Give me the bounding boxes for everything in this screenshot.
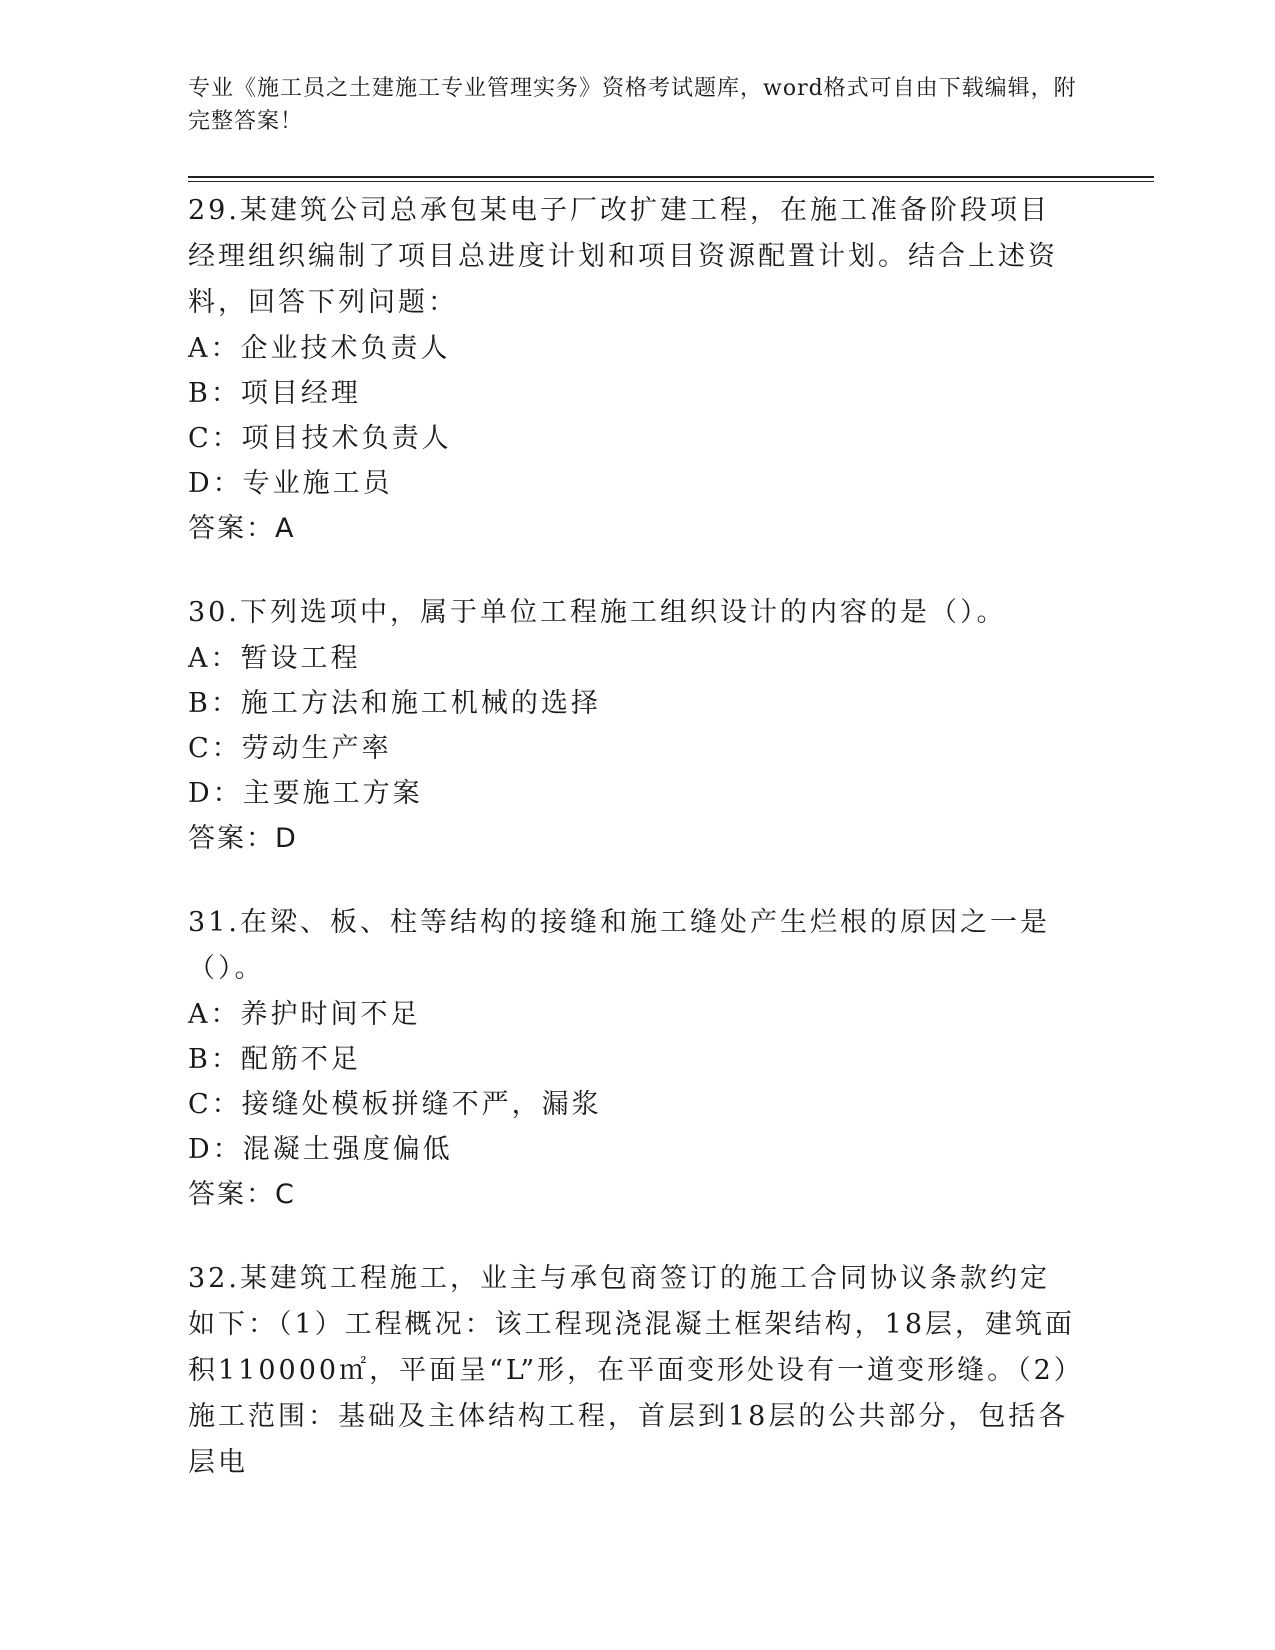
option-a: A：企业技术负责人	[188, 333, 451, 364]
option-b: B：配筋不足	[188, 1044, 361, 1075]
question-31	[188, 900, 1078, 1218]
option-c: C：劳动生产率	[188, 733, 392, 764]
question-text: 30.下列选项中，属于单位工程施工组织设计的内容的是（）。	[188, 597, 1007, 628]
option-c: C：项目技术负责人	[188, 423, 452, 454]
header-divider-thick	[188, 176, 1154, 178]
document-header: 专业《施工员之土建施工专业管理实务》资格考试题库，word格式可自由下载编辑，附完整答案！	[188, 76, 1077, 134]
option-c: C：接缝处模板拼缝不严，漏浆	[188, 1089, 602, 1120]
answer-line: 答案：D	[188, 823, 298, 854]
header-divider-thin	[188, 181, 1154, 182]
question-list	[188, 188, 1078, 1524]
answer-line: 答案：C	[188, 1179, 296, 1210]
option-a: A：养护时间不足	[188, 999, 421, 1030]
option-b: B：项目经理	[188, 378, 361, 409]
option-b: B：施工方法和施工机械的选择	[188, 688, 601, 719]
option-a: A：暂设工程	[188, 643, 361, 674]
question-text: 29.某建筑公司总承包某电子厂改扩建工程，在施工准备阶段项目经理组织编制了项目总进度计划和项目资源配置计划。结合上述资料，回答下列问题：	[188, 195, 1058, 318]
question-30	[188, 590, 1078, 862]
question-text: 32.某建筑工程施工，业主与承包商签订的施工合同协议条款约定如下：（1）工程概况：该工程现浇混凝土框架结构，18层，建筑面积110000㎡，平面呈“L”形，在平面变形处设有一道变形缝。（2）施工范围：基础及主体结构工程，首层到18层的公共部分，包括各层电	[188, 1263, 1076, 1478]
question-text: 31.在梁、板、柱等结构的接缝和施工缝处产生烂根的原因之一是（）。	[188, 907, 1050, 984]
answer-line: 答案：A	[188, 513, 296, 544]
option-d: D：混凝土强度偏低	[188, 1134, 453, 1165]
question-32	[188, 1256, 1078, 1486]
option-d: D：主要施工方案	[188, 778, 423, 809]
question-29	[188, 188, 1078, 552]
option-d: D：专业施工员	[188, 468, 393, 499]
